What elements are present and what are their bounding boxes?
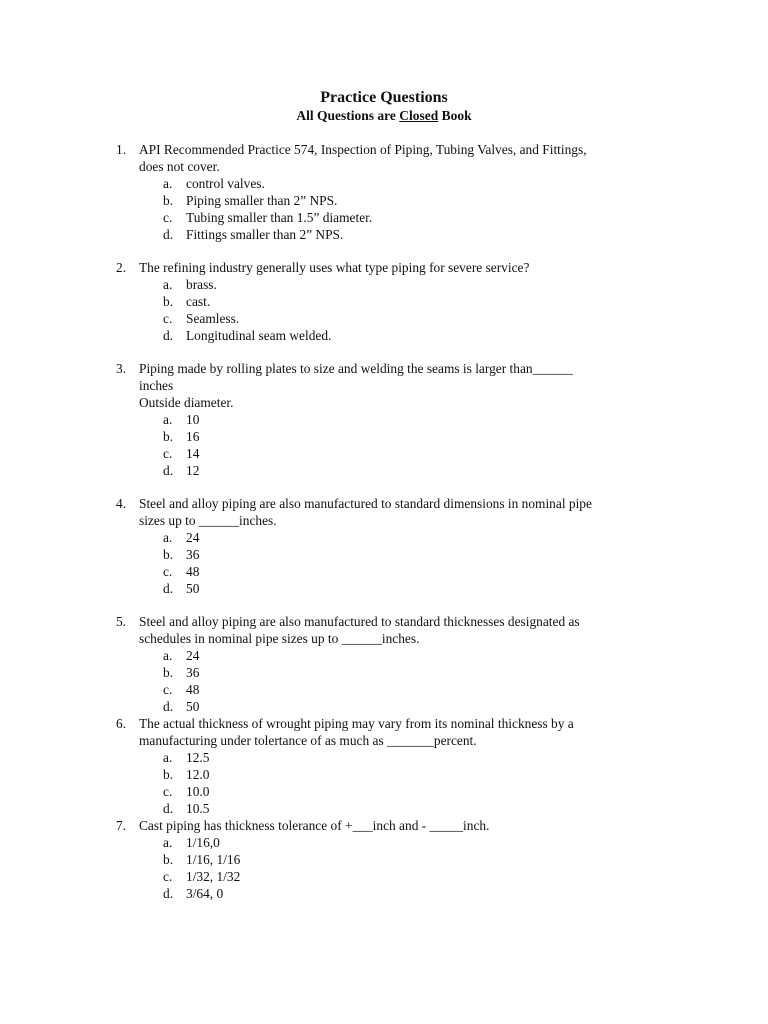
question-text-line: sizes up to ______inches. — [139, 513, 277, 528]
answer-option-a — [139, 647, 673, 664]
option-text: 24 — [186, 648, 200, 663]
answer-option-b — [139, 766, 673, 783]
answer-option-a — [139, 175, 673, 192]
option-letter: b. — [163, 429, 174, 444]
answer-options — [139, 411, 673, 479]
option-text: control valves. — [186, 176, 265, 191]
option-text: Seamless. — [186, 311, 240, 326]
option-letter: d. — [163, 463, 174, 478]
option-letter: b. — [163, 852, 174, 867]
answer-option-b — [139, 293, 673, 310]
answer-option-b — [139, 192, 673, 209]
answer-option-c — [139, 868, 673, 885]
question-number: 4. — [116, 496, 127, 511]
question-text-line: inches — [139, 378, 174, 393]
option-letter: a. — [163, 277, 173, 292]
option-letter: a. — [163, 835, 173, 850]
question-number: 1. — [116, 142, 127, 157]
question-7 — [0, 817, 768, 902]
option-text: 3/64, 0 — [186, 886, 224, 901]
question-text-line: Piping made by rolling plates to size and welding the seams is larger than______ — [139, 361, 573, 376]
answer-option-d — [139, 698, 673, 715]
question-text-line: Steel and alloy piping are also manufactured to standard dimensions in nominal pipe — [139, 496, 592, 511]
answer-option-c — [139, 310, 673, 327]
option-letter: c. — [163, 446, 173, 461]
option-text: 10.5 — [186, 801, 210, 816]
option-text: Longitudinal seam welded. — [186, 328, 332, 343]
answer-option-c — [139, 783, 673, 800]
option-text: 24 — [186, 530, 200, 545]
answer-options — [139, 749, 673, 817]
option-text: 10.0 — [186, 784, 210, 799]
question-text-line: The refining industry generally uses what type piping for severe service? — [139, 260, 530, 275]
option-letter: b. — [163, 767, 174, 782]
question-text-line: API Recommended Practice 574, Inspection of Piping, Tubing Valves, and Fittings, — [139, 142, 587, 157]
option-text: 36 — [186, 547, 200, 562]
option-letter: c. — [163, 784, 173, 799]
question-4 — [0, 495, 768, 597]
option-letter: d. — [163, 801, 174, 816]
question-number: 6. — [116, 716, 127, 731]
option-text: 1/16, 1/16 — [186, 852, 241, 867]
question-2 — [0, 259, 768, 344]
answer-option-d — [139, 226, 673, 243]
answer-option-c — [139, 445, 673, 462]
question-text-line: Steel and alloy piping are also manufactured to standard thicknesses designated as — [139, 614, 580, 629]
option-text: 48 — [186, 682, 200, 697]
option-text: 12.5 — [186, 750, 210, 765]
option-letter: b. — [163, 294, 174, 309]
question-text-line: manufacturing under tolertance of as much as _______percent. — [139, 733, 477, 748]
option-text: 1/16,0 — [186, 835, 220, 850]
option-text: 14 — [186, 446, 200, 461]
option-letter: d. — [163, 699, 174, 714]
question-5 — [0, 613, 768, 715]
option-letter: d. — [163, 581, 174, 596]
option-letter: b. — [163, 193, 174, 208]
question-list — [0, 141, 768, 902]
question-number: 5. — [116, 614, 127, 629]
question-number: 7. — [116, 818, 127, 833]
option-letter: a. — [163, 530, 173, 545]
subtitle-text-before: All Questions are — [296, 108, 400, 123]
answer-option-a — [139, 529, 673, 546]
answer-option-d — [139, 580, 673, 597]
option-text: 12 — [186, 463, 200, 478]
option-text: 50 — [186, 581, 200, 596]
answer-option-a — [139, 749, 673, 766]
option-letter: a. — [163, 176, 173, 191]
answer-option-a — [139, 834, 673, 851]
option-text: 12.0 — [186, 767, 210, 782]
answer-options — [139, 529, 673, 597]
answer-option-d — [139, 800, 673, 817]
option-text: 50 — [186, 699, 200, 714]
page-title: Practice Questions — [320, 89, 448, 106]
option-text: 16 — [186, 429, 200, 444]
option-text: 10 — [186, 412, 200, 427]
question-text-line: The actual thickness of wrought piping may vary from its nominal thickness by a — [139, 716, 574, 731]
option-text: Fittings smaller than 2” NPS. — [186, 227, 344, 242]
page-subtitle — [0, 107, 768, 125]
answer-option-a — [139, 411, 673, 428]
answer-option-b — [139, 546, 673, 563]
option-letter: d. — [163, 227, 174, 242]
option-letter: c. — [163, 869, 173, 884]
question-text-line: Cast piping has thickness tolerance of +___inch and - _____inch. — [139, 818, 490, 833]
answer-option-a — [139, 276, 673, 293]
subtitle-underlined-word: Closed — [399, 108, 439, 123]
question-3 — [0, 360, 768, 479]
answer-options — [139, 276, 673, 344]
option-text: Piping smaller than 2” NPS. — [186, 193, 338, 208]
question-number: 3. — [116, 361, 127, 376]
option-letter: a. — [163, 412, 173, 427]
option-letter: c. — [163, 564, 173, 579]
option-letter: c. — [163, 311, 173, 326]
option-letter: a. — [163, 648, 173, 663]
question-text-line: Outside diameter. — [139, 395, 234, 410]
option-text: brass. — [186, 277, 217, 292]
option-letter: c. — [163, 682, 173, 697]
answer-option-c — [139, 681, 673, 698]
question-number: 2. — [116, 260, 127, 275]
answer-option-d — [139, 462, 673, 479]
question-text-line: schedules in nominal pipe sizes up to ______inches. — [139, 631, 420, 646]
answer-options — [139, 175, 673, 243]
question-1 — [0, 141, 768, 243]
answer-options — [139, 834, 673, 902]
option-text: cast. — [186, 294, 211, 309]
subtitle-text-after: Book — [438, 108, 472, 123]
option-letter: d. — [163, 886, 174, 901]
answer-options — [139, 647, 673, 715]
answer-option-d — [139, 885, 673, 902]
question-6 — [0, 715, 768, 817]
option-text: Tubing smaller than 1.5” diameter. — [186, 210, 373, 225]
answer-option-b — [139, 851, 673, 868]
option-letter: b. — [163, 665, 174, 680]
option-letter: a. — [163, 750, 173, 765]
option-letter: c. — [163, 210, 173, 225]
option-letter: b. — [163, 547, 174, 562]
answer-option-d — [139, 327, 673, 344]
answer-option-c — [139, 563, 673, 580]
question-text-line: does not cover. — [139, 159, 220, 174]
option-text: 1/32, 1/32 — [186, 869, 241, 884]
option-text: 48 — [186, 564, 200, 579]
answer-option-c — [139, 209, 673, 226]
answer-option-b — [139, 664, 673, 681]
option-letter: d. — [163, 328, 174, 343]
answer-option-b — [139, 428, 673, 445]
option-text: 36 — [186, 665, 200, 680]
